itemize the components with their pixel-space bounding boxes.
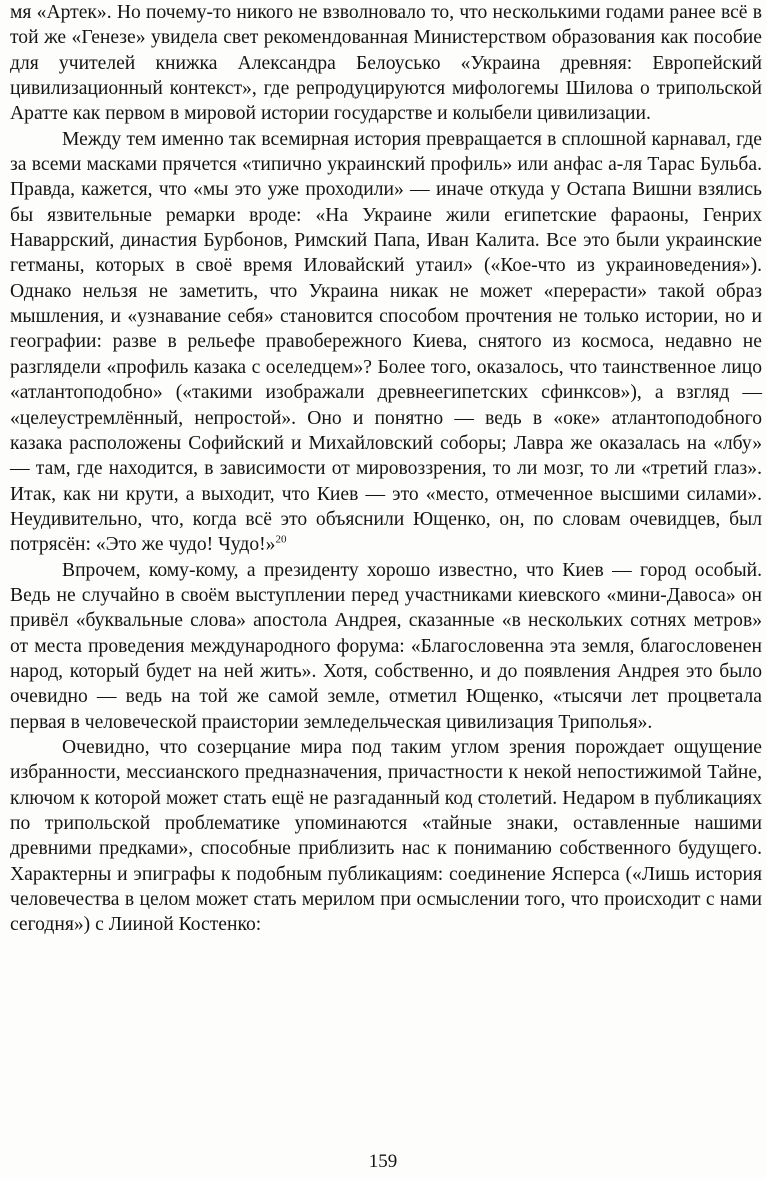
page-number: 159 — [368, 1151, 398, 1172]
page-body — [10, 0, 762, 938]
paragraph-3: Впрочем, кому-кому, а президенту хорошо известно, что Киев — город особый. Ведь не случайно в своём выступлении перед участниками киевского «мини-Давоса» он привёл «буквальные слова» апостола Андрея, сказанные «в нескольких сотнях метров» от места проведения международного форума: «Благословенна эта земля, благословенен народ, который будет на ней жить». Хотя, собственно, и до появления Андрея это было очевидно — ведь на той же самой земле, отметил Ющенко, «тысячи лет процветала первая в человеческой праистории земледельческая цивилизация Триполья». — [10, 559, 762, 733]
footnote-marker[interactable]: 20 — [275, 533, 287, 546]
paragraph-2-text: Между тем именно так всемирная история превращается в сплошной карнавал, где за всеми масками прячется «типично украинский профиль» или анфас а-ля Тарас Бульба. Правда, кажется, что «мы это уже проходили» — иначе откуда у Остапа Вишни взялись бы язвительные ремарки вроде: «На Украине жили египетские фараоны, Генрих Наваррский, династия Бурбонов, Римский Папа, Иван Калита. Все это были украинские гетманы, которых в своё время Иловайский утаил» («Кое-что из украиноведения»). Однако нельзя не заметить, что Украина никак не может «перерасти» такой образ мышления, и «узнавание себя» становится способом прочтения не только истории, но и географии: разве в рельефе правобережного Киева, снятого из космоса, недавно не разглядели «профиль казака с оселедцем»? Более того, оказалось, что таинственное лицо «атлантоподобно» («такими изображали древнеегипетских сфинксов»), а взгляд — «целеустремлённый, непростой». Оно и понятно — ведь в «оке» атлантоподобного казака расположены Софийский и Михайловский соборы; Лавра же оказалась на «лбу» — там, где находится, в зависимости от мировоззрения, то ли мозг, то ли «третий глаз». Итак, как ни крути, а выходит, что Киев — это «место, отмеченное высшими силами». Неудивительно, что, когда всё это объяснили Ющенко, он, по словам очевидцев, был потрясён: «Это же чудо! Чудо!» — [10, 128, 762, 556]
paragraph-2 — [10, 127, 762, 558]
paragraph-4: Очевидно, что созерцание мира под таким углом зрения порождает ощущение избранности, мессианского предназначения, причастности к некой непостижимой Тайне, ключом к которой может стать ещё не разгаданный код столетий. Недаром в публикациях по трипольской проблематике упоминаются «тайные знаки, оставленные нашими древними предками», способные приблизить нас к пониманию собственного будущего. Характерны и эпиграфы к подобным публикациям: соединение Ясперса («Лишь история человечества в целом может стать мерилом при осмыслении того, что происходит с нами сегодня») с Лииной Костенко: — [10, 736, 762, 936]
paragraph-1: мя «Артек». Но почему-то никого не взволновало то, что несколькими годами ранее всё в той же «Генезе» увидела свет рекомендованная Министерством образования как пособие для учителей книжка Александра Белоусько «Украина древняя: Европейский цивилизационный контекст», где репродуцируются мифологемы Шилова о трипольской Аратте как первом в мировой истории государстве и колыбели цивилизации. — [10, 2, 762, 125]
